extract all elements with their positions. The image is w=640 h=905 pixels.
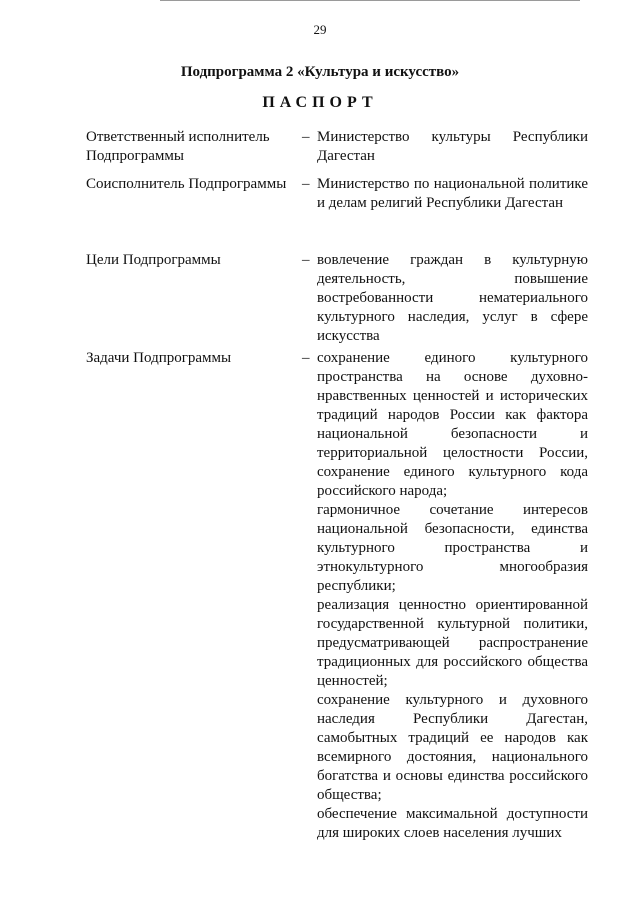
row-dash: –: [302, 350, 310, 366]
document-title: Подпрограмма 2 «Культура и искусство»: [180, 64, 460, 80]
value-paragraph: Министерство культуры Республики Дагестан: [317, 129, 588, 164]
value-paragraph: сохранение культурного и духовного наследия Республики Дагестан, самобытных традиций ее народов как всемирного достояния, национального богатства и основы единства российского общества;: [317, 692, 588, 803]
row-value: [317, 175, 588, 213]
row-value: [317, 251, 588, 346]
row-dash: –: [302, 176, 310, 192]
page-number: 29: [313, 22, 327, 37]
value-paragraph: сохранение единого культурного пространства на основе духовно-нравственных ценностей и исторических традиций народов России как фактора национальной безопасности и территориальной целостности России, сохранение единого культурного кода российского народа;: [317, 350, 588, 499]
value-paragraph: гармоничное сочетание интересов национальной безопасности, единства культурного пространства и этнокультурного многообразия республики;: [317, 502, 588, 594]
value-paragraph: вовлечение граждан в культурную деятельность, повышение востребованности нематериального культурного наследия, услуг в сфере искусства: [317, 252, 588, 344]
row-value: [317, 349, 588, 843]
row-dash: –: [302, 129, 310, 145]
scan-edge-line: [160, 0, 580, 1]
row-dash: –: [302, 252, 310, 268]
row-label: Соисполнитель Подпрограммы: [86, 176, 287, 192]
passport-heading: ПАСПОРТ: [262, 94, 378, 111]
row-label: Ответственный исполнитель Подпрограммы: [86, 129, 270, 164]
value-paragraph: реализация ценностно ориентированной государственной культурной политики, предусматривающей распространение традиционных для российского общества ценностей;: [317, 597, 588, 689]
value-paragraph: Министерство по национальной политике и делам религий Республики Дагестан: [317, 176, 588, 211]
row-value: [317, 128, 588, 166]
value-paragraph: обеспечение максимальной доступности для широких слоев населения лучших: [317, 806, 588, 841]
row-label: Цели Подпрограммы: [86, 252, 221, 268]
row-label: Задачи Подпрограммы: [86, 350, 232, 366]
